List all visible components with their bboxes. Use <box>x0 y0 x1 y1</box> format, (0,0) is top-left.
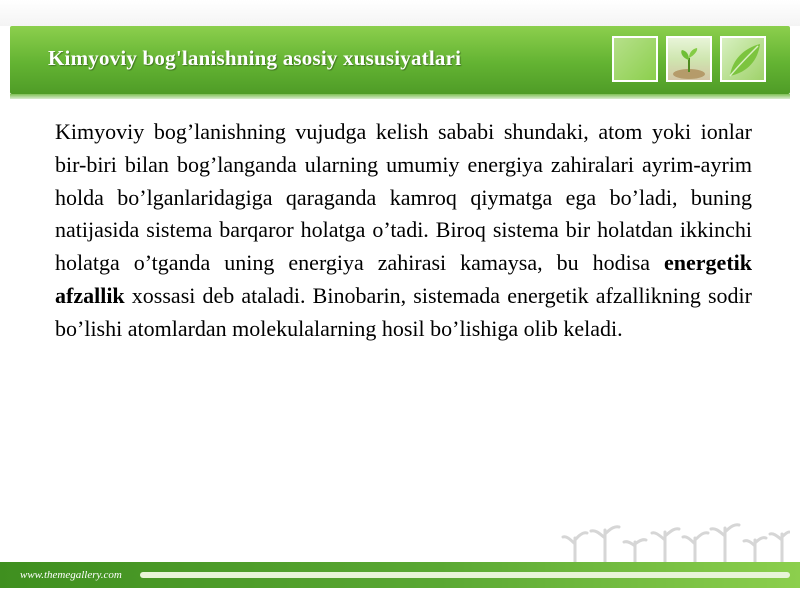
page-title: Kimyoviy bog'lanishning asosiy xususiyatlari <box>48 46 462 70</box>
footer-website-link[interactable]: www.themegallery.com <box>20 569 122 581</box>
body-text-before: Kimyoviy bog’lanishning vujudga kelish sababi shundaki, atom yoki ionlar bir-biri bilan bog’langanda ularning umumiy energiya zahiralari ayrim-ayrim holda bo’lganlaridagiga qaraganda kamroq qiymatga ega bo’ladi, buning natijasida sistema barqaror holatga o’tadi. Biroq sistema bir holatdan ikkinchi holatga o’tganda uning energiya zahirasi kamaysa, bu hodisa <box>55 119 752 276</box>
body-paragraph <box>55 116 752 346</box>
body-highlight: energetik afzallik <box>55 250 752 308</box>
body-text-after: xossasi deb ataladi. Binobarin, sistemada energetik afzallikning sodir bo’lishi atomlardan molekulalarning hosil bo’lishiga olib keladi. <box>55 282 752 341</box>
header-thumbnail-plain <box>612 36 658 82</box>
seedling-icon <box>666 36 712 82</box>
sprouts-decoration <box>560 508 790 569</box>
top-band <box>0 0 800 26</box>
leaf-icon <box>720 36 766 82</box>
